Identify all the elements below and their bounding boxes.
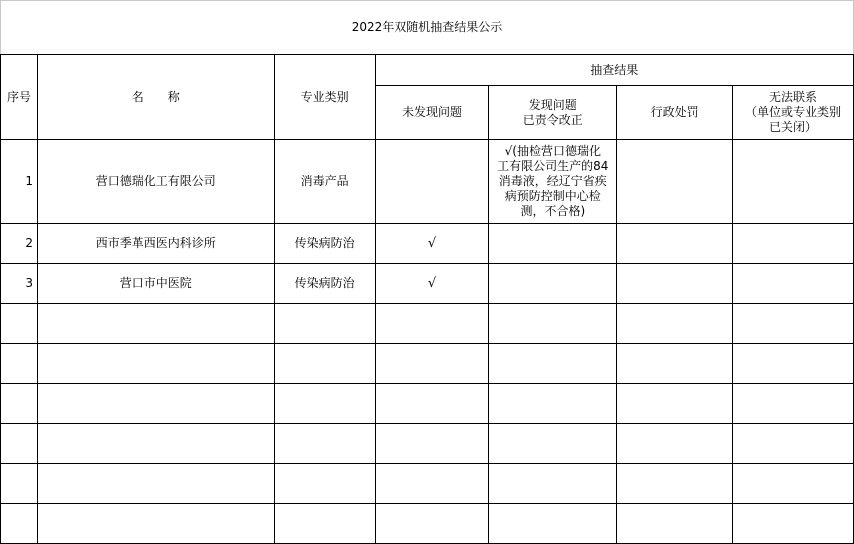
empty-cell — [733, 504, 854, 544]
empty-cell — [37, 344, 274, 384]
empty-cell — [274, 384, 375, 424]
empty-row — [1, 384, 854, 424]
empty-row — [1, 464, 854, 504]
empty-cell — [617, 464, 733, 504]
empty-cell — [37, 304, 274, 344]
header-unreachable: 无法联系 （单位或专业类别 已关闭） — [733, 86, 854, 140]
empty-cell — [617, 504, 733, 544]
empty-cell — [375, 424, 489, 464]
row-name: 营口德瑞化工有限公司 — [37, 140, 274, 224]
row-no-issue: √ — [375, 264, 489, 304]
empty-cell — [617, 304, 733, 344]
empty-cell — [489, 424, 617, 464]
header-category: 专业类别 — [274, 55, 375, 140]
empty-cell — [37, 464, 274, 504]
empty-cell — [274, 504, 375, 544]
empty-cell — [733, 384, 854, 424]
empty-cell — [489, 504, 617, 544]
empty-cell — [733, 304, 854, 344]
row-index: 2 — [1, 224, 38, 264]
empty-cell — [733, 344, 854, 384]
empty-cell — [375, 464, 489, 504]
row-category: 传染病防治 — [274, 264, 375, 304]
empty-cell — [274, 344, 375, 384]
row-admin-penalty — [617, 140, 733, 224]
empty-cell — [733, 424, 854, 464]
empty-cell — [617, 344, 733, 384]
empty-cell — [375, 344, 489, 384]
empty-cell — [617, 384, 733, 424]
empty-row — [1, 304, 854, 344]
empty-cell — [1, 504, 38, 544]
row-name: 西市季革西医内科诊所 — [37, 224, 274, 264]
empty-cell — [489, 464, 617, 504]
table-row — [1, 224, 854, 264]
header-issue-corrected: 发现问题 已责令改正 — [489, 86, 617, 140]
empty-cell — [1, 384, 38, 424]
row-index: 3 — [1, 264, 38, 304]
empty-cell — [37, 424, 274, 464]
empty-cell — [1, 304, 38, 344]
table-row — [1, 264, 854, 304]
empty-cell — [274, 424, 375, 464]
empty-cell — [489, 384, 617, 424]
empty-cell — [375, 504, 489, 544]
row-issue-corrected — [489, 264, 617, 304]
row-issue-corrected: √(抽检营口德瑞化 工有限公司生产的84 消毒液，经辽宁省疾 病预防控制中心检 测，不合格) — [489, 140, 617, 224]
empty-cell — [274, 464, 375, 504]
header-admin-penalty: 行政处罚 — [617, 86, 733, 140]
empty-cell — [489, 304, 617, 344]
header-name: 名 称 — [37, 55, 274, 140]
row-issue-corrected — [489, 224, 617, 264]
empty-row — [1, 504, 854, 544]
empty-cell — [274, 304, 375, 344]
header-no-issue: 未发现问题 — [375, 86, 489, 140]
empty-cell — [375, 384, 489, 424]
empty-row — [1, 424, 854, 464]
row-unreachable — [733, 140, 854, 224]
empty-cell — [489, 344, 617, 384]
row-unreachable — [733, 224, 854, 264]
row-no-issue — [375, 140, 489, 224]
empty-cell — [733, 464, 854, 504]
header-results-group: 抽查结果 — [375, 55, 853, 86]
row-unreachable — [733, 264, 854, 304]
empty-cell — [1, 424, 38, 464]
table-row — [1, 140, 854, 224]
empty-cell — [617, 424, 733, 464]
row-admin-penalty — [617, 264, 733, 304]
table-title: 2022年双随机抽查结果公示 — [1, 1, 854, 55]
row-name: 营口市中医院 — [37, 264, 274, 304]
empty-row — [1, 344, 854, 384]
row-no-issue: √ — [375, 224, 489, 264]
empty-cell — [1, 464, 38, 504]
header-index: 序号 — [1, 55, 38, 140]
empty-cell — [375, 304, 489, 344]
row-category: 消毒产品 — [274, 140, 375, 224]
row-admin-penalty — [617, 224, 733, 264]
empty-cell — [37, 504, 274, 544]
empty-cell — [37, 384, 274, 424]
row-index: 1 — [1, 140, 38, 224]
row-category: 传染病防治 — [274, 224, 375, 264]
empty-cell — [1, 344, 38, 384]
